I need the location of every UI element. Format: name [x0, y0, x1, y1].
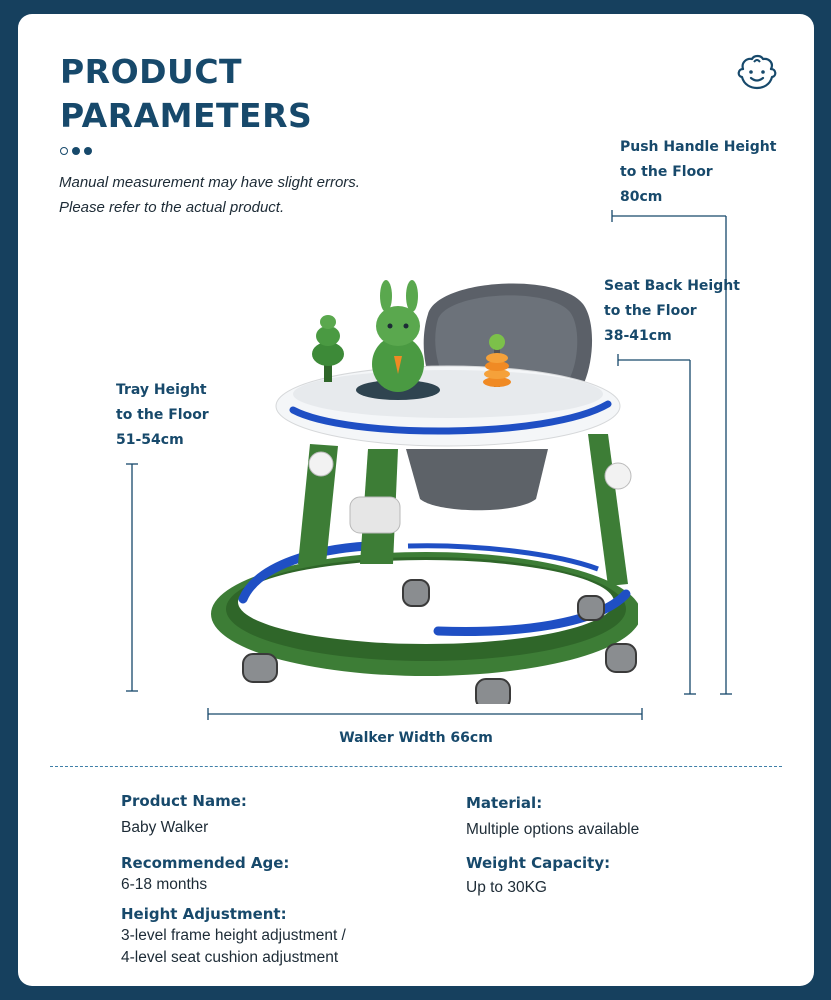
title-line-1: PRODUCT: [60, 52, 243, 91]
spec-value-line-2: 4-level seat cushion adjustment: [121, 949, 339, 966]
spec-label: Recommended Age:: [121, 854, 290, 872]
push-handle-line-2: to the Floor: [620, 164, 713, 180]
baby-walker-image: [198, 264, 638, 704]
spec-value: Baby Walker: [121, 819, 209, 836]
tray-line-1: Tray Height: [116, 382, 207, 398]
push-handle-line-1: Push Handle Height: [620, 139, 777, 155]
spec-label: Weight Capacity:: [466, 854, 611, 872]
spec-label: Product Name:: [121, 792, 247, 810]
product-card: [18, 14, 814, 986]
spec-label: Height Adjustment:: [121, 905, 287, 923]
seat-back-line-2: to the Floor: [604, 303, 697, 319]
spec-material: [466, 792, 639, 841]
spec-weight-capacity: [466, 852, 610, 899]
spec-height-adjustment: [121, 903, 346, 969]
tray-value: 51-54cm: [116, 432, 184, 448]
spec-value: 6-18 months: [121, 876, 208, 893]
push-handle-value: 80cm: [620, 189, 663, 205]
note-line-1: Manual measurement may have slight errors.: [59, 174, 360, 191]
walker-width-label: Walker Width 66cm: [339, 730, 493, 746]
spec-value: Up to 30KG: [466, 879, 547, 896]
note-line-2: Please refer to the actual product.: [59, 199, 285, 216]
spec-value: [121, 925, 346, 969]
tray-line-2: to the Floor: [116, 407, 209, 423]
tray-label: [116, 378, 209, 453]
seat-back-value: 38-41cm: [604, 328, 672, 344]
seat-back-line-1: Seat Back Height: [604, 278, 740, 294]
section-divider: [50, 766, 782, 767]
spec-label: Material:: [466, 794, 543, 812]
spec-value: Multiple options available: [466, 821, 640, 838]
spec-product-name: [121, 790, 247, 839]
spec-recommended-age: [121, 852, 289, 896]
push-handle-label: [620, 135, 776, 210]
title-line-2: PARAMETERS: [60, 96, 313, 135]
spec-value-line-1: 3-level frame height adjustment /: [121, 927, 346, 944]
